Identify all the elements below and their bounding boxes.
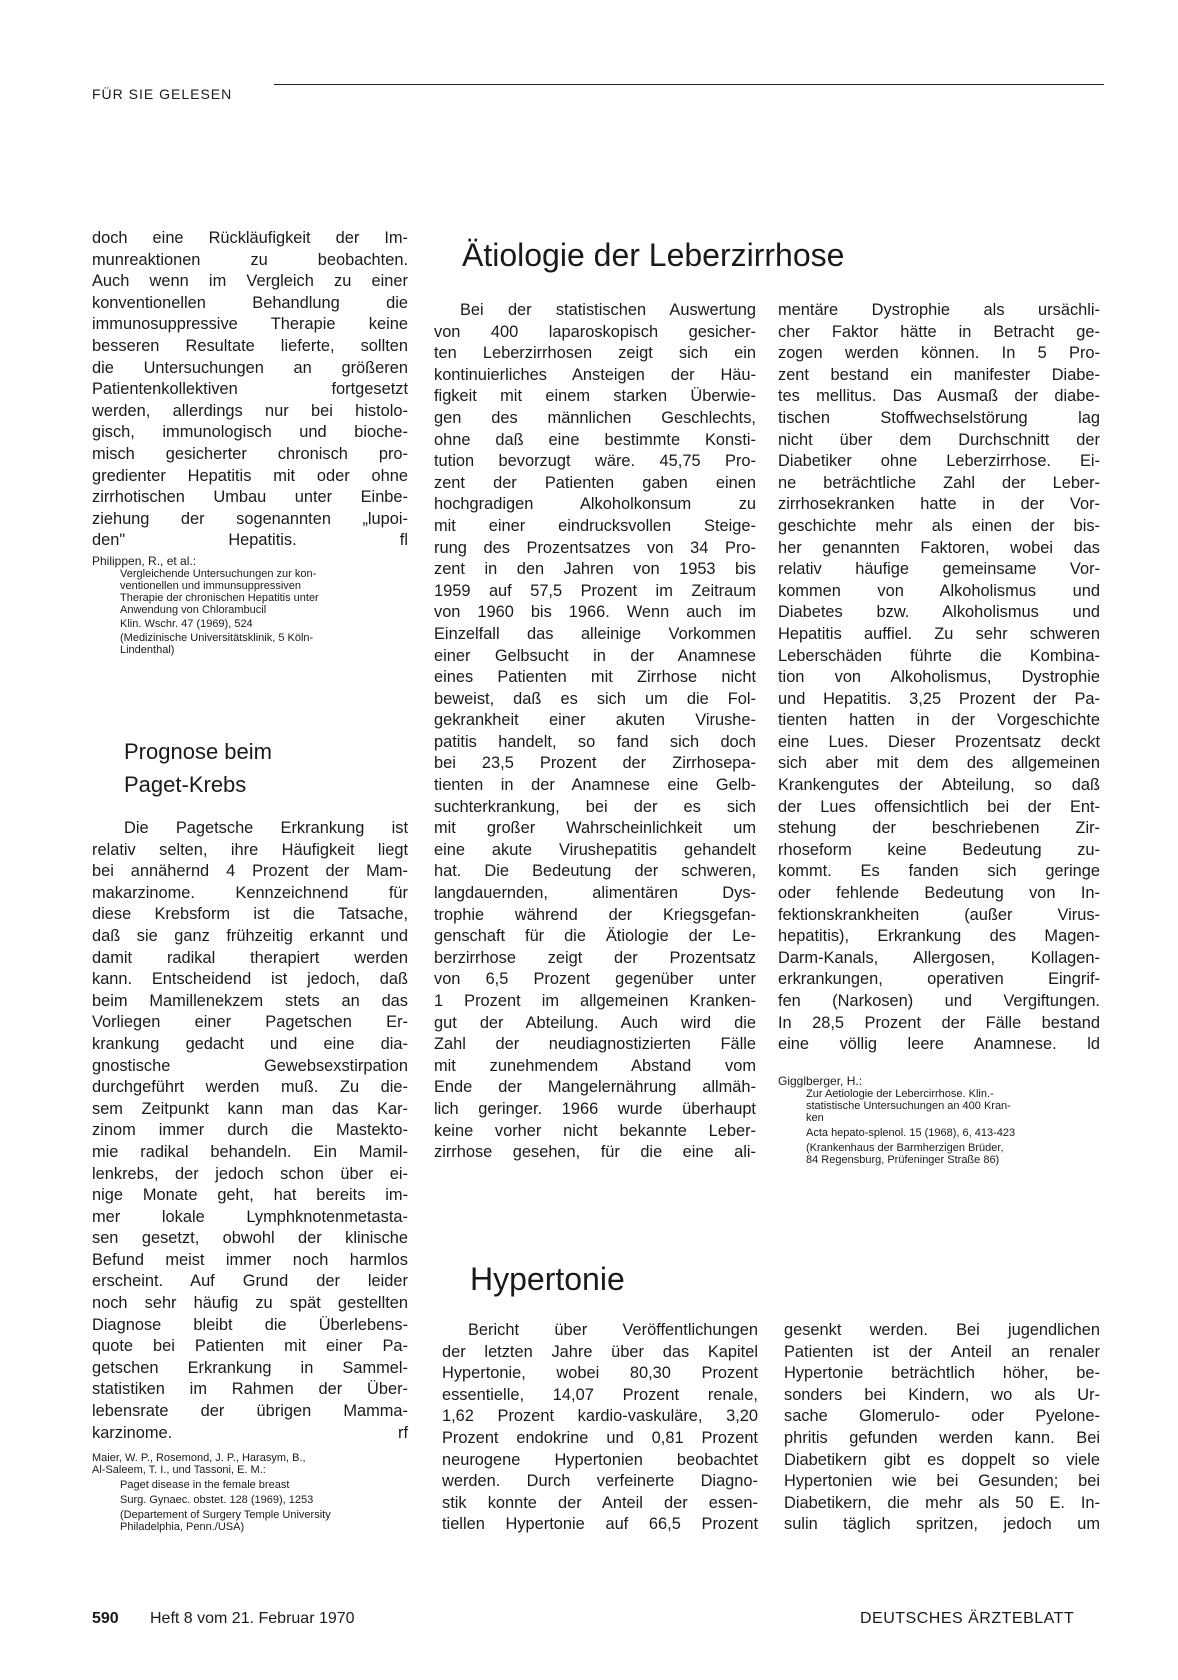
reference-line: (Departement of Surgery Temple University xyxy=(120,1509,331,1521)
reference-line: Acta hepato-splenol. 15 (1968), 6, 413-423 xyxy=(806,1127,1016,1139)
text-line: eine akute Virushepatitis gehandelt xyxy=(434,840,756,859)
text-line: Bei der statistischen Auswertung xyxy=(460,301,756,319)
text-line: rung des Prozentsatzes von 34 Pro- xyxy=(434,538,756,557)
text-line: tischen Stoffwechselstörung lag xyxy=(778,408,1100,427)
text-line: bei 23,5 Prozent der Zirrhosepa- xyxy=(434,754,756,773)
text-line: tiellen Hypertonie auf 66,5 Prozent xyxy=(442,1515,758,1534)
text-line: beweist, daß es sich um die Fol- xyxy=(434,689,756,708)
text-line: langdauernden, alimentären Dys- xyxy=(434,884,756,903)
left-column-immuno-text xyxy=(92,228,408,552)
text-line: die Untersuchungen an größeren xyxy=(92,358,408,377)
text-line: konventionellen Behandlung die xyxy=(92,293,408,312)
text-line: cher Faktor hätte in Betracht ge- xyxy=(778,322,1100,341)
text-line: gredienter Hepatitis mit oder ohne xyxy=(92,466,408,485)
text-line: mentäre Dystrophie als ursächli- xyxy=(778,301,1100,319)
text-line: krankung gedacht und eine dia- xyxy=(92,1034,408,1053)
aetiologie-column-2 xyxy=(778,300,1100,1056)
text-line: Hypertonie beträchtlich höher, be- xyxy=(784,1364,1100,1383)
text-line: eines Patienten mit Zirrhose nicht xyxy=(434,668,756,687)
reference-line: Paget disease in the female breast xyxy=(120,1479,290,1491)
article-title-aetiologie: Ätiologie der Leberzirrhose xyxy=(462,237,845,273)
header-rule xyxy=(274,84,1104,85)
text-line: fen (Narkosen) und Vergiftungen. xyxy=(778,992,1100,1010)
text-line: von 6,5 Prozent gegenüber unter xyxy=(434,970,756,989)
text-line: tienten hatten in der Vorgeschichte xyxy=(778,711,1100,730)
text-line: und Hepatitis. 3,25 Prozent der Pa- xyxy=(778,689,1100,708)
reference-line: (Krankenhaus der Barmherzigen Brüder, xyxy=(806,1142,1004,1154)
text-line: Ende der Mangelernährung allmäh- xyxy=(434,1078,756,1097)
text-line: 1 Prozent im allgemeinen Kranken- xyxy=(434,992,756,1010)
text-line: mit großer Wahrscheinlichkeit um xyxy=(434,819,756,838)
text-line: stehung der beschriebenen Zir- xyxy=(778,819,1100,838)
reference-line: ventionellen und immunsuppressiven xyxy=(120,580,301,592)
reference-line: ken xyxy=(806,1112,824,1124)
text-line: oder fehlende Bedeutung von In- xyxy=(778,884,1100,903)
text-line: hat. Die Bedeutung der schweren, xyxy=(434,862,756,881)
text-line: mit einer eindrucksvollen Steige- xyxy=(434,516,756,535)
text-line: beim Mamillenekzem stets an das xyxy=(92,991,408,1010)
text-line: eine Lues. Dieser Prozentsatz deckt xyxy=(778,732,1100,751)
text-line: Prozent endokrine und 0,81 Prozent xyxy=(442,1428,758,1447)
text-line: gnostische Gewebsexstirpation xyxy=(92,1056,408,1075)
text-line: Befund meist immer noch harmlos xyxy=(92,1250,408,1269)
reference-line: Vergleichende Untersuchungen zur kon- xyxy=(120,568,317,580)
reference-line: (Medizinische Universitätsklinik, 5 Köln- xyxy=(120,632,314,644)
text-line: nicht über dem Durchschnitt der xyxy=(778,430,1100,449)
text-line: kann. Entscheidend ist jedoch, daß xyxy=(92,970,408,989)
text-line: der letzten Jahre über das Kapitel xyxy=(442,1342,758,1361)
text-line: sich aber mit dem des allgemeinen xyxy=(778,754,1100,773)
text-line: werden, allerdings nur bei histolo- xyxy=(92,401,408,420)
text-line: fektionskrankheiten (außer Virus- xyxy=(778,905,1100,924)
text-line: zent in den Jahren von 1953 bis xyxy=(434,560,756,579)
text-line: kontinuierliches Ansteigen der Häu- xyxy=(434,365,756,384)
issue-info: Heft 8 vom 21. Februar 1970 xyxy=(150,1610,355,1627)
text-line: einer Gelbsucht in der Anamnese xyxy=(434,646,756,665)
reference-line: Lindenthal) xyxy=(120,644,175,656)
text-line: rhoseform keine Bedeutung zu- xyxy=(778,840,1100,859)
text-line: eine völlig leere Anamnese. ld xyxy=(778,1035,1100,1054)
text-line: zinom immer durch die Mastekto- xyxy=(92,1121,408,1140)
text-line: sonders bei Kindern, wo als Ur- xyxy=(784,1385,1100,1404)
text-line: Diabetes bzw. Alkoholismus und xyxy=(778,603,1100,622)
hypertonie-column-2 xyxy=(784,1320,1100,1536)
text-line: sem Zeitpunkt kann man das Kar- xyxy=(92,1099,408,1118)
text-line: durchgeführt werden muß. Zu die- xyxy=(92,1078,408,1097)
text-line: zent der Patienten gaben einen xyxy=(434,473,756,492)
text-line: lebensrate der übrigen Mamma- xyxy=(92,1402,408,1421)
text-line: geschichte mehr als einen der bis- xyxy=(778,516,1100,535)
aetiologie-column-1 xyxy=(434,300,756,1164)
text-line: quote bei Patienten mit einer Pa- xyxy=(92,1337,408,1356)
text-line: noch sehr häufig zu spät gestellten xyxy=(92,1294,408,1313)
text-line: von 400 laparoskopisch gesicher- xyxy=(434,322,756,341)
text-line: keine vorher nicht bekannte Leber- xyxy=(434,1121,756,1140)
text-line: figkeit mit einem starken Überwie- xyxy=(434,387,756,406)
text-line: Leberschäden führte die Kombina- xyxy=(778,646,1100,665)
text-line: tes mellitus. Das Ausmaß der diabe- xyxy=(778,387,1100,406)
text-line: karzinome. rf xyxy=(92,1423,408,1442)
text-line: makarzinome. Kennzeichnend für xyxy=(92,883,408,902)
text-line: gut der Abteilung. Auch wird die xyxy=(434,1013,756,1032)
article-title-paget-line1: Prognose beim xyxy=(124,739,272,764)
reference-philippen xyxy=(92,554,414,656)
reference-maier xyxy=(92,1452,414,1533)
text-line: Auch wenn im Vergleich zu einer xyxy=(92,272,408,291)
text-line: trophie während der Kriegsgefan- xyxy=(434,905,756,924)
text-line: zirrhotischen Umbau unter Einbe- xyxy=(92,488,408,507)
text-line: sulin täglich spritzen, jedoch um xyxy=(784,1515,1100,1534)
text-line: getschen Erkrankung in Sammel- xyxy=(92,1358,408,1377)
text-line: kommt. Es fanden sich geringe xyxy=(778,862,1100,881)
text-line: besseren Resultate lieferte, sollten xyxy=(92,336,408,355)
reference-line: Philadelphia, Penn./USA) xyxy=(120,1521,245,1533)
text-line: Hypertonien wie bei Gesunden; bei xyxy=(784,1472,1100,1491)
text-line: phritis gefunden werden kann. Bei xyxy=(784,1428,1100,1447)
text-line: damit radikal therapiert werden xyxy=(92,948,408,967)
text-line: Hepatitis auffiel. Zu sehr schweren xyxy=(778,624,1100,643)
reference-line: Surg. Gynaec. obstet. 128 (1969), 1253 xyxy=(120,1494,314,1506)
text-line: Diabetiker ohne Leberzirrhose. Ei- xyxy=(778,452,1100,471)
text-line: neurogene Hypertonien beobachtet xyxy=(442,1450,758,1469)
text-line: Die Pagetsche Erkrankung ist xyxy=(124,819,408,837)
text-line: Diabetikern gibt es doppelt so viele xyxy=(784,1450,1100,1469)
text-line: kommen von Alkoholismus und xyxy=(778,581,1100,600)
reference-author: Philippen, R., et al.: xyxy=(92,554,197,568)
text-line: Bericht über Veröffentlichungen xyxy=(468,1321,758,1339)
text-line: zirrhose gesehen, für die eine ali- xyxy=(434,1143,756,1162)
text-line: nige Monate geht, hat bereits im- xyxy=(92,1186,408,1205)
text-line: hepatitis), Erkrankung des Magen- xyxy=(778,927,1100,946)
text-line: statistiken im Rahmen der Über- xyxy=(92,1380,408,1399)
text-line: diese Krebsform ist die Tatsache, xyxy=(92,905,408,924)
reference-line: Klin. Wschr. 47 (1969), 524 xyxy=(120,618,253,630)
text-line: gekrankheit einer akuten Virushe- xyxy=(434,711,756,730)
hypertonie-column-1 xyxy=(442,1320,758,1536)
text-line: Hypertonie, wobei 80,30 Prozent xyxy=(442,1364,758,1383)
text-line: ne beträchtliche Zahl der Leber- xyxy=(778,473,1100,492)
text-line: stik konnte der Anteil der essen- xyxy=(442,1493,758,1512)
text-line: her genannten Faktoren, wobei das xyxy=(778,538,1100,557)
text-line: tienten in der Anamnese eine Gelb- xyxy=(434,776,756,795)
reference-line: Zur Aetiologie der Lebercirrhose. Klin.- xyxy=(806,1088,994,1100)
text-line: sen gesetzt, obwohl der klinische xyxy=(92,1229,408,1248)
reference-line: statistische Untersuchungen an 400 Kran- xyxy=(806,1100,1011,1112)
text-line: In 28,5 Prozent der Fälle bestand xyxy=(778,1013,1100,1032)
text-line: 1959 auf 57,5 Prozent im Zeitraum xyxy=(434,581,756,600)
text-line: zent bestand ein manifester Diabe- xyxy=(778,365,1100,384)
text-line: der Lues offensichtlich bei der Ent- xyxy=(778,797,1100,816)
text-line: zogen werden können. In 5 Pro- xyxy=(778,344,1100,363)
reference-author: Gigglberger, H.: xyxy=(778,1074,863,1088)
text-line: sache Glomerulo- oder Pyelone- xyxy=(784,1407,1100,1426)
text-line: lenkrebs, der jedoch schon über ei- xyxy=(92,1164,408,1183)
text-line: werden. Durch verfeinerte Diagno- xyxy=(442,1472,758,1491)
text-line: erkrankungen, operativen Eingrif- xyxy=(778,970,1100,989)
text-line: essentielle, 14,07 Prozent renale, xyxy=(442,1385,758,1404)
text-line: bei annähernd 4 Prozent der Mam- xyxy=(92,862,408,881)
text-line: hochgradigen Alkoholkonsum zu xyxy=(434,495,756,514)
text-line: lich geringer. 1966 wurde überhaupt xyxy=(434,1099,756,1118)
text-line: genschaft für die Ätiologie der Le- xyxy=(434,927,756,946)
text-line: den" Hepatitis. fl xyxy=(92,531,408,550)
article-title-hypertonie: Hypertonie xyxy=(470,1261,625,1297)
text-line: 1,62 Prozent kardio-vaskuläre, 3,20 xyxy=(442,1407,758,1426)
text-line: Zahl der neudiagnostizierten Fälle xyxy=(434,1035,756,1054)
paget-body xyxy=(92,818,408,1444)
text-line: Krankengutes der Abteilung, so daß xyxy=(778,776,1100,795)
text-line: Diabetikern, die mehr als 50 E. In- xyxy=(784,1493,1100,1512)
reference-line: Therapie der chronischen Hepatitis unter xyxy=(120,592,319,604)
text-line: daß sie ganz frühzeitig erkannt und xyxy=(92,926,408,945)
text-line: zirrhosekranken hatte in der Vor- xyxy=(778,495,1100,514)
text-line: suchterkrankung, bei der es sich xyxy=(434,797,756,816)
text-line: mit zunehmendem Abstand vom xyxy=(434,1056,756,1075)
text-line: Darm-Kanals, Allergosen, Kollagen- xyxy=(778,948,1100,967)
text-line: Patienten ist der Anteil an renaler xyxy=(784,1342,1100,1361)
reference-author: Maier, W. P., Rosemond, J. P., Harasym, B., xyxy=(92,1452,306,1464)
text-line: tion von Alkoholismus, Dystrophie xyxy=(778,668,1100,687)
text-line: Diagnose bleibt die Überlebens- xyxy=(92,1315,408,1334)
text-line: mer lokale Lymphknotenmetasta- xyxy=(92,1207,408,1226)
text-line: berzirrhose zeigt der Prozentsatz xyxy=(434,948,756,967)
text-line: patitis handelt, so fand sich doch xyxy=(434,732,756,751)
publication-name: DEUTSCHES ÄRZTEBLATT xyxy=(860,1610,1075,1627)
reference-line: 84 Regensburg, Prüfeninger Straße 86) xyxy=(806,1154,1000,1166)
text-line: doch eine Rückläufigkeit der Im- xyxy=(92,229,408,247)
text-line: gen des männlichen Geschlechts, xyxy=(434,408,756,427)
text-line: relativ häufige gemeinsame Vor- xyxy=(778,560,1100,579)
text-line: Einzelfall das alleinige Vorkommen xyxy=(434,624,756,643)
reference-line: Anwendung von Chlorambucil xyxy=(120,604,267,616)
text-line: Vorliegen einer Pagetschen Er- xyxy=(92,1013,408,1032)
text-line: gesenkt werden. Bei jugendlichen xyxy=(784,1321,1100,1339)
reference-gigglberger xyxy=(778,1074,1100,1166)
text-line: misch gesicherter chronisch pro- xyxy=(92,444,408,463)
article-title-paget-line2: Paget-Krebs xyxy=(124,772,247,797)
text-line: ziehung der sogenannten „lupoi- xyxy=(92,509,408,528)
section-header: FÜR SIE GELESEN xyxy=(92,86,233,102)
text-line: gisch, immunologisch und bioche- xyxy=(92,423,408,442)
reference-author: Al-Saleem, T. I., und Tassoni, E. M.: xyxy=(92,1464,266,1476)
text-line: ohne daß eine bestimmte Konsti- xyxy=(434,430,756,449)
page-number: 590 xyxy=(92,1610,119,1627)
text-line: immunosuppressive Therapie keine xyxy=(92,315,408,334)
text-line: mie radikal behandeln. Ein Mamil- xyxy=(92,1142,408,1161)
text-line: Patientenkollektiven fortgesetzt xyxy=(92,380,408,399)
text-line: relativ selten, ihre Häufigkeit liegt xyxy=(92,840,408,859)
text-line: von 1960 bis 1966. Wenn auch im xyxy=(434,603,756,622)
text-line: erscheint. Auf Grund der leider xyxy=(92,1272,408,1291)
text-line: tution bevorzugt wäre. 45,75 Pro- xyxy=(434,452,756,471)
text-line: munreaktionen zu beobachten. xyxy=(92,250,408,269)
text-line: ten Leberzirrhosen zeigt sich ein xyxy=(434,344,756,363)
